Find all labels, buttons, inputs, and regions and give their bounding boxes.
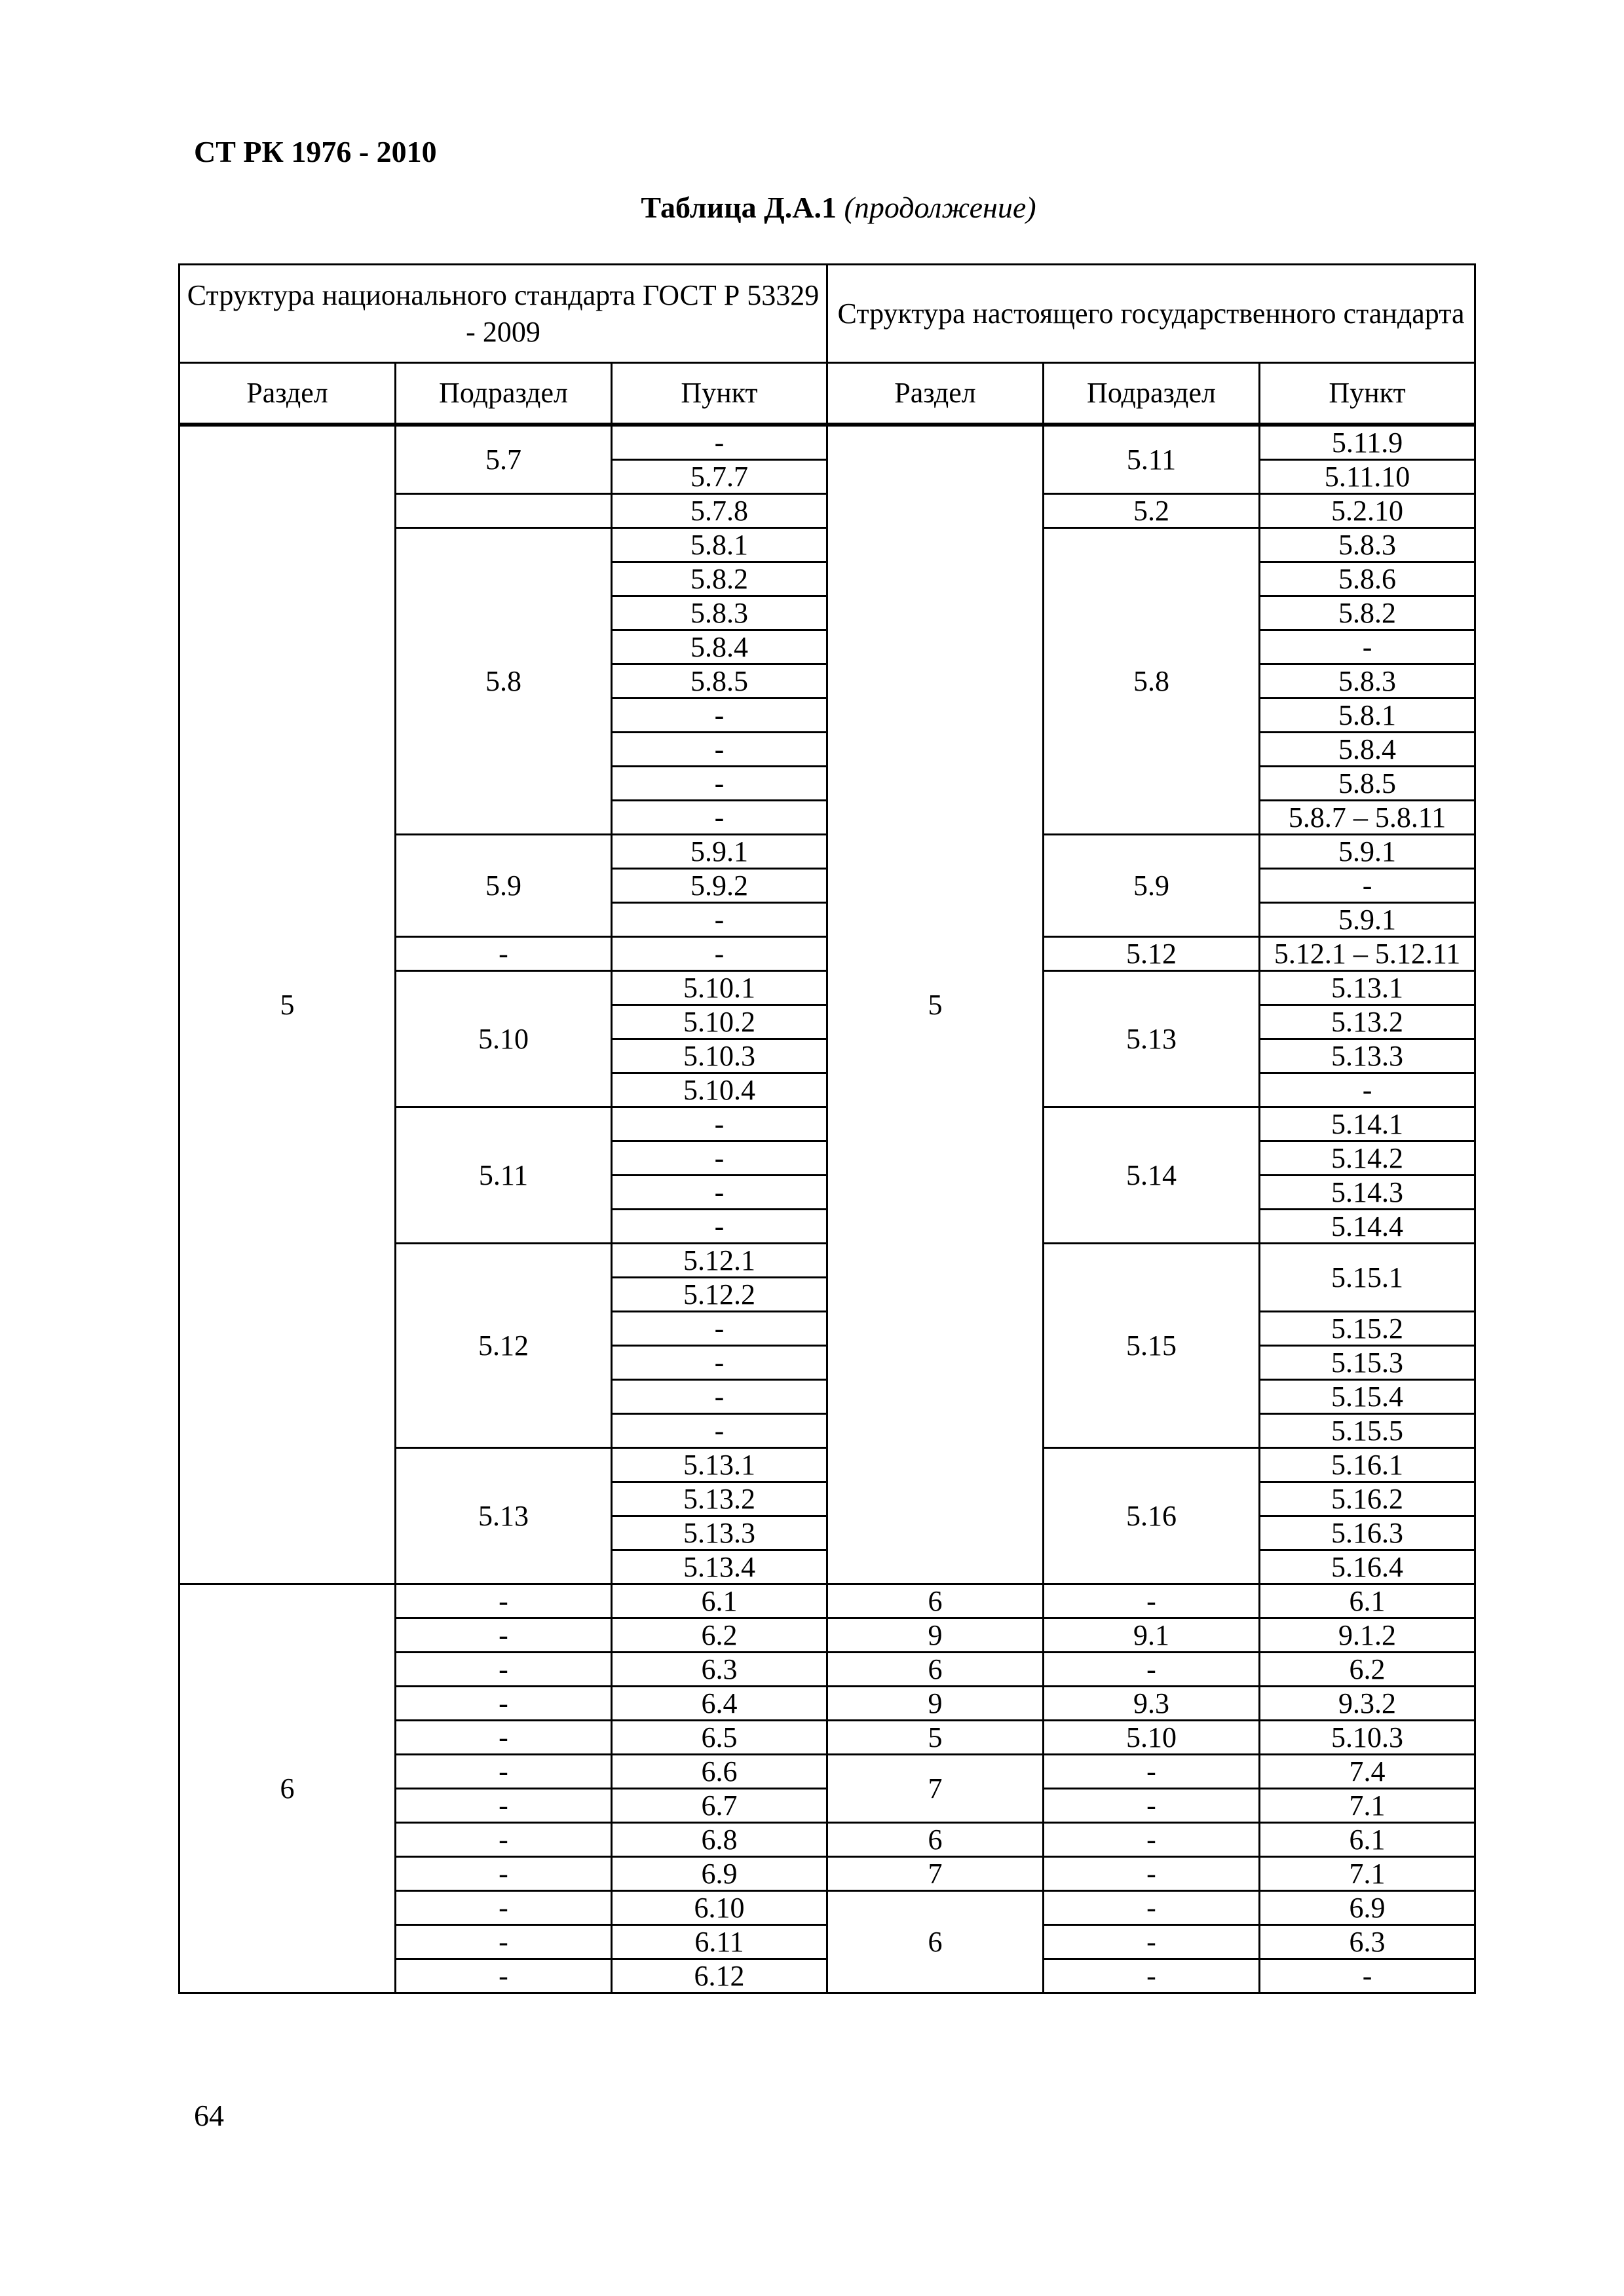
- table-cell: 5.16.3: [1260, 1516, 1475, 1550]
- table-cell: -: [612, 425, 827, 460]
- table-cell: 5.15.2: [1260, 1312, 1475, 1346]
- table-cell: 5.14.2: [1260, 1141, 1475, 1176]
- col-header: Пункт: [1260, 363, 1475, 425]
- table-cell: 7: [827, 1755, 1044, 1823]
- table-cell: 5.11: [396, 1107, 612, 1244]
- table-cell: -: [1044, 1653, 1260, 1687]
- table-cell: 5: [179, 425, 396, 1584]
- table-cell: -: [612, 1414, 827, 1448]
- col-header: Раздел: [827, 363, 1044, 425]
- table-cell: 5.12.1 – 5.12.11: [1260, 937, 1475, 971]
- table-cell: 5: [827, 425, 1044, 1584]
- table-cell: 5.13.3: [1260, 1039, 1475, 1073]
- table-cell: -: [612, 1176, 827, 1210]
- table-cell: -: [396, 1687, 612, 1721]
- table-cell: 9.1: [1044, 1618, 1260, 1653]
- table-cell: 6.7: [612, 1789, 827, 1823]
- table-cell: 5: [827, 1721, 1044, 1755]
- table-cell: 6.9: [1260, 1891, 1475, 1925]
- table-cell: 6.5: [612, 1721, 827, 1755]
- table-cell: 6: [827, 1653, 1044, 1687]
- table-cell: -: [1044, 1891, 1260, 1925]
- table-cell: -: [396, 1925, 612, 1959]
- table-cell: 5.14: [1044, 1107, 1260, 1244]
- table-cell: 5.8.5: [1260, 767, 1475, 801]
- table-cell: 6: [827, 1823, 1044, 1857]
- table-cell: 5.10.3: [1260, 1721, 1475, 1755]
- table-cell: -: [1044, 1584, 1260, 1618]
- table-cell: 5.12: [1044, 937, 1260, 971]
- table-cell: 6.1: [612, 1584, 827, 1618]
- table-cell: 7.1: [1260, 1857, 1475, 1891]
- table-cell: 9: [827, 1687, 1044, 1721]
- table-cell: -: [612, 733, 827, 767]
- table-caption-title: Таблица Д.А.1: [641, 191, 837, 224]
- table-cell: 5.8.2: [612, 562, 827, 596]
- table-cell: 7.4: [1260, 1755, 1475, 1789]
- table-cell: 6.8: [612, 1823, 827, 1857]
- table-cell: -: [1260, 630, 1475, 664]
- document-code: СТ РК 1976 - 2010: [194, 135, 437, 168]
- table-cell: 5.11.10: [1260, 460, 1475, 494]
- table-cell: 5.13.4: [612, 1550, 827, 1584]
- table-cell: 7.1: [1260, 1789, 1475, 1823]
- table-cell: -: [612, 1141, 827, 1176]
- table-cell: 6.12: [612, 1959, 827, 1993]
- table-cell: -: [612, 1210, 827, 1244]
- table-cell: 5.15.1: [1260, 1244, 1475, 1312]
- table-cell: 5.10: [396, 971, 612, 1107]
- table-cell: 5.8: [396, 528, 612, 835]
- table-cell: -: [1260, 869, 1475, 903]
- table-cell: 5.9: [396, 835, 612, 937]
- table-cell: 5.8.6: [1260, 562, 1475, 596]
- table-cell: 5.8: [1044, 528, 1260, 835]
- table-cell: -: [612, 801, 827, 835]
- table-cell: 5.13.1: [1260, 971, 1475, 1005]
- table-cell: 5.8.7 – 5.8.11: [1260, 801, 1475, 835]
- table-cell: 5.14.3: [1260, 1176, 1475, 1210]
- table-cell: -: [1044, 1959, 1260, 1993]
- table-cell: 9.3: [1044, 1687, 1260, 1721]
- table-cell: -: [396, 1584, 612, 1618]
- table-cell: 5.7.8: [612, 494, 827, 528]
- correspondence-table: [178, 263, 1476, 1994]
- table-cell: -: [612, 937, 827, 971]
- table-cell: 5.8.3: [1260, 528, 1475, 562]
- table-cell: 5.9.2: [612, 869, 827, 903]
- table-cell: 5.12.1: [612, 1244, 827, 1278]
- table-cell: 5.15.3: [1260, 1346, 1475, 1380]
- table-cell: 5.8.4: [612, 630, 827, 664]
- table-cell: 5.8.4: [1260, 733, 1475, 767]
- col-header: Раздел: [179, 363, 396, 425]
- table-cell: 5.14.1: [1260, 1107, 1475, 1141]
- table-cell: 5.16: [1044, 1448, 1260, 1584]
- table-cell: -: [1044, 1925, 1260, 1959]
- table-cell: 5.15.4: [1260, 1380, 1475, 1414]
- table-cell: 9.3.2: [1260, 1687, 1475, 1721]
- table-cell: 5.12.2: [612, 1278, 827, 1312]
- table-cell: 5.7.7: [612, 460, 827, 494]
- table-cell: 5.13: [396, 1448, 612, 1584]
- table-cell: -: [396, 937, 612, 971]
- table-cell: 6.1: [1260, 1584, 1475, 1618]
- table-cell: -: [1044, 1789, 1260, 1823]
- table-cell: 6.3: [1260, 1925, 1475, 1959]
- table-cell: 5.10.3: [612, 1039, 827, 1073]
- table-cell: 6: [827, 1891, 1044, 1993]
- table-cell: 5.13.3: [612, 1516, 827, 1550]
- table-cell: 5.16.2: [1260, 1482, 1475, 1516]
- table-cell: 5.2: [1044, 494, 1260, 528]
- col-header: Пункт: [612, 363, 827, 425]
- table-cell: 5.11: [1044, 425, 1260, 494]
- table-cell: 6.3: [612, 1653, 827, 1687]
- table-cell: -: [396, 1891, 612, 1925]
- table-cell: 5.9.1: [1260, 835, 1475, 869]
- table-cell: 5.16.1: [1260, 1448, 1475, 1482]
- table-cell: 6.1: [1260, 1823, 1475, 1857]
- table-cell: 9.1.2: [1260, 1618, 1475, 1653]
- table-cell: -: [612, 903, 827, 937]
- table-cell: 6.4: [612, 1687, 827, 1721]
- table-cell: 5.8.2: [1260, 596, 1475, 630]
- table-cell: -: [612, 1107, 827, 1141]
- table-cell: -: [396, 1823, 612, 1857]
- table-cell: 5.10: [1044, 1721, 1260, 1755]
- table-cell: 5.9: [1044, 835, 1260, 937]
- table-cell: 5.9.1: [1260, 903, 1475, 937]
- table-cell: -: [1260, 1073, 1475, 1107]
- table-cell: 5.2.10: [1260, 494, 1475, 528]
- table-cell: 7: [827, 1857, 1044, 1891]
- table-cell: 5.10.4: [612, 1073, 827, 1107]
- table-cell: 5.15: [1044, 1244, 1260, 1448]
- table-cell: [396, 494, 612, 528]
- table-cell: -: [396, 1857, 612, 1891]
- table-cell: -: [396, 1653, 612, 1687]
- table-cell: 5.8.5: [612, 664, 827, 698]
- col-header: Подраздел: [1044, 363, 1260, 425]
- table-cell: 6.9: [612, 1857, 827, 1891]
- table-cell: 5.7: [396, 425, 612, 494]
- table-cell: -: [612, 1380, 827, 1414]
- table-cell: 5.13.1: [612, 1448, 827, 1482]
- table-cell: 5.8.1: [1260, 698, 1475, 733]
- group-header-state: Структура настоящего государственного стандарта: [827, 265, 1475, 363]
- table-cell: -: [1044, 1857, 1260, 1891]
- table-cell: 6: [827, 1584, 1044, 1618]
- table-cell: -: [396, 1721, 612, 1755]
- table-cell: -: [396, 1755, 612, 1789]
- table-cell: 5.13.2: [612, 1482, 827, 1516]
- table-cell: 5.11.9: [1260, 425, 1475, 460]
- table-cell: 5.9.1: [612, 835, 827, 869]
- page-number: 64: [194, 2099, 224, 2132]
- table-cell: 5.10.2: [612, 1005, 827, 1039]
- table-caption-note: (продолжение): [844, 191, 1036, 224]
- table-cell: 9: [827, 1618, 1044, 1653]
- table-cell: 5.8.3: [612, 596, 827, 630]
- table-cell: 6.2: [612, 1618, 827, 1653]
- table-cell: -: [396, 1959, 612, 1993]
- table-cell: 6: [179, 1584, 396, 1993]
- table-cell: 5.12: [396, 1244, 612, 1448]
- table-cell: 6.11: [612, 1925, 827, 1959]
- table-cell: 6.6: [612, 1755, 827, 1789]
- table-cell: -: [1260, 1959, 1475, 1993]
- group-header-national: Структура национального стандарта ГОСТ Р 53329 - 2009: [179, 265, 827, 363]
- table-cell: -: [612, 698, 827, 733]
- table-cell: 5.14.4: [1260, 1210, 1475, 1244]
- table-cell: 5.8.3: [1260, 664, 1475, 698]
- table-cell: -: [612, 1312, 827, 1346]
- table-cell: 5.15.5: [1260, 1414, 1475, 1448]
- table-cell: 5.10.1: [612, 971, 827, 1005]
- table-cell: 6.2: [1260, 1653, 1475, 1687]
- table-cell: 5.8.1: [612, 528, 827, 562]
- table-cell: 6.10: [612, 1891, 827, 1925]
- table-cell: -: [1044, 1823, 1260, 1857]
- table-cell: 5.13: [1044, 971, 1260, 1107]
- table-cell: 5.16.4: [1260, 1550, 1475, 1584]
- table-caption: [0, 190, 1624, 225]
- table-cell: 5.13.2: [1260, 1005, 1475, 1039]
- col-header: Подраздел: [396, 363, 612, 425]
- table-cell: -: [396, 1789, 612, 1823]
- table-cell: -: [612, 767, 827, 801]
- table-cell: -: [1044, 1755, 1260, 1789]
- table-cell: -: [396, 1618, 612, 1653]
- table-cell: -: [612, 1346, 827, 1380]
